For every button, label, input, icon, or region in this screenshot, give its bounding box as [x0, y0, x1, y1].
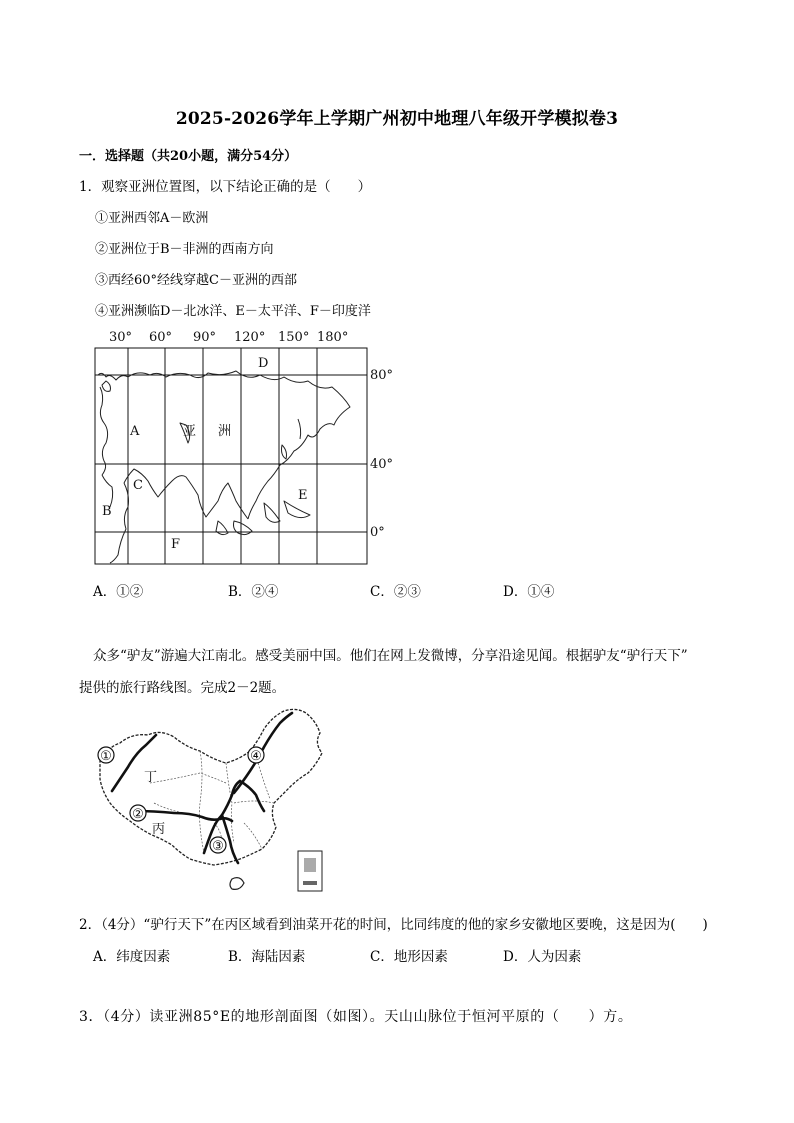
- lon-label-90: 90°: [193, 330, 217, 345]
- hainan-island: [230, 878, 244, 890]
- q1-statement-2: ②亚洲位于B－非洲的西南方向: [95, 242, 274, 257]
- route-marker-2-label: ②: [132, 807, 144, 822]
- q2-intro-line1: 众多“驴友”游遍大江南北。感受美丽中国。他们在网上发微博，分享沿途见闻。根据驴友“驴行天下”: [93, 648, 688, 664]
- route-marker-1: [98, 747, 114, 764]
- q2-option-b[interactable]: B．海陆因素: [228, 949, 306, 965]
- lat-label-40: 40°: [370, 457, 394, 472]
- map-label-f: F: [171, 537, 181, 552]
- q1-option-a[interactable]: A．①②: [93, 584, 144, 600]
- q1-option-b[interactable]: B．②④: [228, 584, 279, 600]
- coastlines: [98, 371, 350, 563]
- q2-option-c[interactable]: C．地形因素: [370, 949, 448, 965]
- q1-option-d[interactable]: D．①④: [503, 584, 555, 600]
- q1-statement-3: ③西经60°经线穿越C－亚洲的西部: [95, 273, 297, 288]
- lon-label-60: 60°: [149, 330, 173, 345]
- lon-label-30: 30°: [109, 330, 133, 345]
- route-marker-1-label: ①: [100, 749, 112, 764]
- province-borders: [150, 751, 274, 853]
- map-label-asia-zhou: 洲: [218, 424, 232, 439]
- q2-intro-line2: 提供的旅行路线图。完成2－2题。: [79, 680, 286, 696]
- lat-label-80: 80°: [370, 368, 394, 383]
- lat-label-0: 0°: [370, 525, 385, 540]
- q1-option-c[interactable]: C．②③: [370, 584, 421, 600]
- lon-label-180: 180°: [317, 330, 349, 345]
- map-label-b: B: [102, 504, 112, 519]
- route-marker-4: [248, 747, 264, 764]
- lon-label-150: 150°: [278, 330, 310, 345]
- map-grid: [95, 348, 367, 564]
- route-marker-3-label: ③: [212, 839, 224, 854]
- map-label-c: C: [133, 478, 143, 493]
- q1-stem: 1．观察亚洲位置图，以下结论正确的是（ ）: [79, 179, 372, 195]
- map-label-e: E: [298, 488, 308, 503]
- map-label-asia-ya: 亚: [183, 424, 197, 439]
- section-heading: 一．选择题（共20小题，满分54分）: [79, 149, 298, 164]
- route-marker-4-label: ④: [250, 749, 262, 764]
- q2-option-a[interactable]: A．纬度因素: [93, 949, 171, 965]
- china-route-map: [94, 703, 334, 898]
- route-marker-2: [130, 805, 146, 822]
- q3-stem: 3．（4分）读亚洲85°E的地形剖面图（如图）。天山山脉位于恒河平原的（ ）方。: [79, 1009, 633, 1025]
- route-4b: [240, 781, 264, 811]
- lon-label-120: 120°: [234, 330, 266, 345]
- q1-statement-4: ④亚洲濒临D－北冰洋、E－太平洋、F－印度洋: [95, 304, 371, 319]
- q2-option-d[interactable]: D．人为因素: [503, 949, 582, 965]
- region-label-ding: 丁: [144, 770, 158, 785]
- q1-statement-1: ①亚洲西邻A－欧洲: [95, 211, 209, 226]
- map-label-d: D: [258, 356, 269, 371]
- asia-position-map: [88, 325, 408, 570]
- region-label-bing: 丙: [152, 822, 166, 837]
- page-title: 2025-2026学年上学期广州初中地理八年级开学模拟卷3: [175, 109, 619, 129]
- q2-stem: 2．（4分）“驴行天下”在丙区域看到油菜开花的时间，比同纬度的他的家乡安徽地区要晚，这是因为( ): [79, 917, 708, 933]
- route-3b: [222, 815, 238, 863]
- route-marker-3: [210, 837, 226, 854]
- map-label-a: A: [130, 424, 140, 439]
